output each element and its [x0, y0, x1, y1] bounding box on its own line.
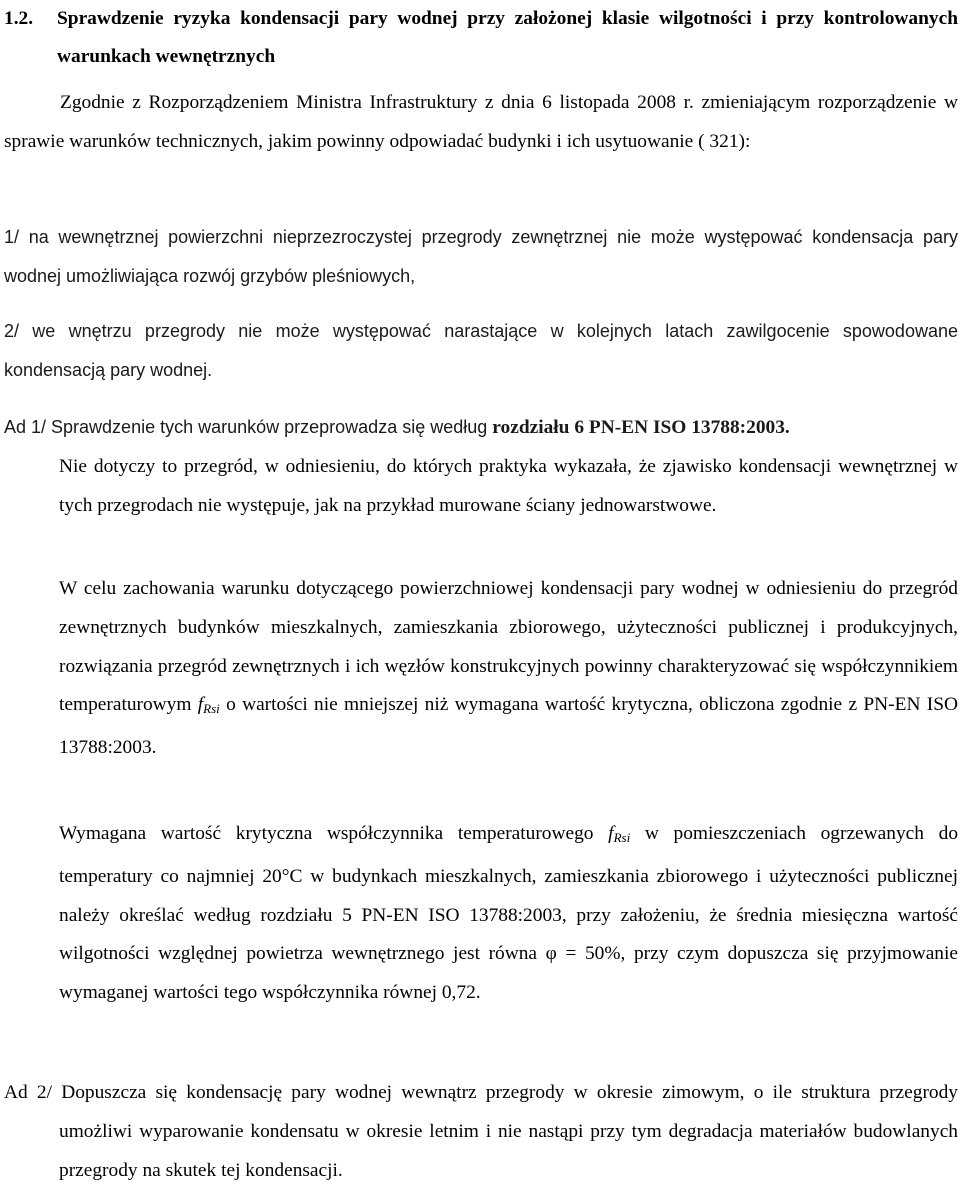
critical-value-text-after: w pomieszczeniach ogrzewanych do temperatury co najmniej 20°C w budynkach mieszkalnych, zamieszkania zbiorowego i użyteczności publicznej należy określać według rozdziału 5 PN-EN ISO 13788:2003, przy założeniu, że średnia miesięczna wartość wilgotności względnej powietrza wewnętrznego jest równa φ = 50%, przy czym dopuszcza się przyjmowanie wymaganej wartości tego współczynnika równej 0,72. — [59, 823, 959, 1004]
ad1-paragraph — [4, 408, 958, 448]
ad1-standard-reference: rozdziału 6 PN-EN ISO 13788:2003. — [492, 417, 790, 438]
critical-value-text-before: Wymagana wartość krytyczna współczynnika temperaturowego — [59, 823, 609, 844]
frsi-subscript: Rsi — [203, 701, 220, 717]
ad2-paragraph: Ad 2/ Dopuszcza się kondensację pary wodnej wewnątrz przegrody w okresie zimowym, o ile struktura przegrody umożliwi wyparowanie kondensatu w okresie letnim i nie nastąpi przy tym degradacja materiałów budowlanych przegrody na skutek tej kondensacji. — [4, 1082, 958, 1181]
section-heading — [4, 0, 958, 76]
frsi-symbol-2: f — [608, 823, 614, 844]
requirement-item-2: 2/ we wnętrzu przegrody nie może występować narastające w kolejnych latach zawilgocenie spowodowane kondensacją pary wodnej. — [4, 321, 958, 380]
surface-condensation-text-after: o wartości nie mniejszej niż wymagana wartość krytyczna, obliczona zgodnie z PN-EN ISO 13788:2003. — [59, 694, 958, 759]
ad1-lead: Ad 1/ Sprawdzenie tych warunków przeprowadza się według — [4, 417, 493, 437]
frsi-symbol: f — [197, 694, 204, 716]
section-title: Sprawdzenie ryzyka kondensacji pary wodnej przy założonej klasie wilgotności i przy kontrolowanych warunkach wewnętrznych — [57, 8, 958, 67]
exception-paragraph: Nie dotyczy to przegród, w odniesieniu, do których praktyka wykazała, że zjawisko kondensacji wewnętrznej w tych przegrodach nie występuje, jak na przykład murowane ściany jednowarstwowe. — [59, 456, 958, 516]
requirement-item-1: 1/ na wewnętrznej powierzchni nieprzezroczystej przegrody zewnętrznej nie może występować kondensacja pary wodnej umożliwiająca rozwój grzybów pleśniowych, — [4, 227, 958, 286]
critical-value-paragraph — [59, 815, 958, 1013]
surface-condensation-paragraph — [59, 570, 958, 768]
intro-paragraph: Zgodnie z Rozporządzeniem Ministra Infrastruktury z dnia 6 listopada 2008 r. zmieniającym rozporządzenie w sprawie warunków technicznych, jakim powinny odpowiadać budynki i ich usytuowanie ( 321): — [4, 92, 958, 152]
surface-condensation-text-before: W celu zachowania warunku dotyczącego powierzchniowej kondensacji pary wodnej w odniesieniu do przegród zewnętrznych budynków mieszkalnych, zamieszkania zbiorowego, użyteczności publicznej i produkcyjnych, rozwiązania przegród zewnętrznych i ich węzłów konstrukcyjnych powinny charakteryzować się współczynnikiem temperaturowym — [59, 578, 958, 716]
section-number: 1.2. — [4, 8, 34, 29]
frsi-subscript-2: Rsi — [613, 830, 631, 845]
